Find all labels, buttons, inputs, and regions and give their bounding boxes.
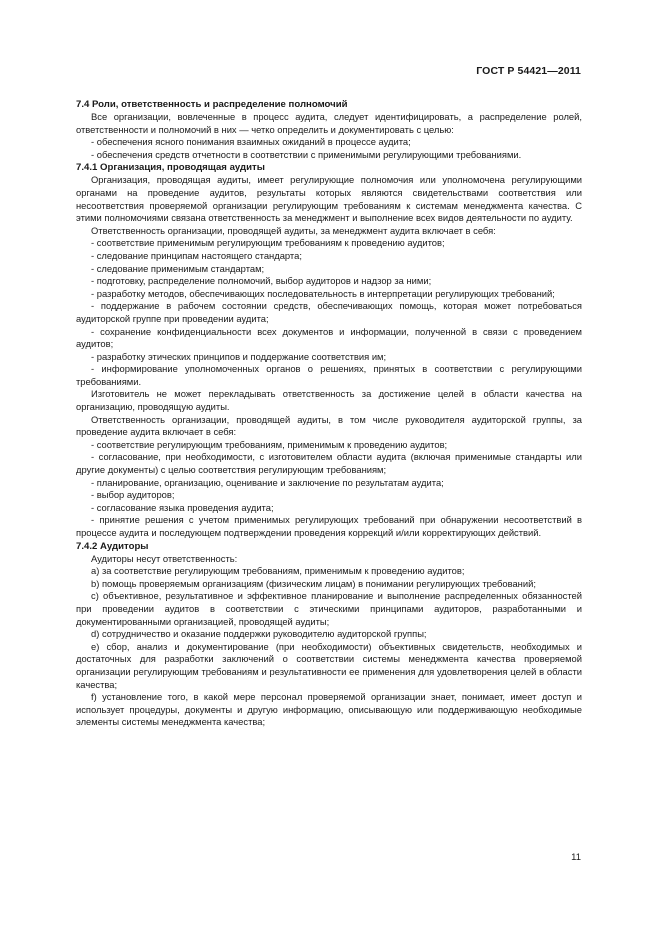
list-item: - информирование уполномоченных органов о решениях, принятых в соответствии с регулирующими требованиями.: [76, 363, 582, 387]
list-item: - соответствие применимым регулирующим требованиям к проведению аудитов;: [91, 237, 445, 249]
list-item: b) помощь проверяемым организациям (физическим лицам) в понимании регулирующих требований;: [91, 577, 536, 589]
list-item: - разработку этических принципов и поддержание соответствия им;: [91, 350, 387, 362]
document-code-header: ГОСТ Р 54421—2011: [476, 65, 581, 77]
list-item: - следование применимым стандартам;: [91, 262, 265, 274]
list-item: - сохранение конфиденциальности всех документов и информации, полученной в связи с проведением аудитов;: [76, 325, 582, 350]
list-item: - согласование языка проведения аудита;: [91, 501, 274, 513]
section-heading: 7.4 Роли, ответственность и распределение полномочий: [76, 99, 348, 110]
list-item: - подготовку, распределение полномочий, выбор аудиторов и надзор за ними;: [91, 275, 432, 287]
list-item: c) объективное, результативное и эффективное планирование и выполнение распределенных обязанностей при проведении аудитов в соответствии с этическими принципами аудиторов, разработанными и документированными организацией, проводящей аудиты;: [76, 590, 582, 627]
list-item: - следование принципам настоящего стандарта;: [91, 249, 302, 261]
list-item: - согласование, при необходимости, с изготовителем области аудита (включая применимые стандарты или другие документы) с целью соответствия регулирующим требованиям;: [76, 451, 582, 476]
list-item: - разработку методов, обеспечивающих последовательность в интерпретации регулирующих требований;: [91, 287, 555, 299]
list-item: a) за соответствие регулирующим требованиям, применимым к проведению аудитов;: [91, 565, 465, 577]
list-item: - выбор аудиторов;: [91, 489, 175, 501]
list-item: d) сотрудничество и оказание поддержки руководителю аудиторской группы;: [91, 628, 427, 640]
list-item: - обеспечения ясного понимания взаимных ожиданий в процессе аудита;: [91, 136, 411, 148]
list-item: - принятие решения с учетом применимых регулирующих требований при обнаружении несоответствий в процессе аудита и последующем подтверждении проведения коррекций и/или корректирующих действий.: [76, 514, 582, 538]
paragraph: Аудиторы несут ответственность:: [91, 552, 238, 564]
list-item: e) сбор, анализ и документирование (при необходимости) объективных свидетельств, необходимых и достаточных для разработки заключений о соответствии системы менеджмента качества проверяемой организации регулирующим требованиям и результативности ее применения для удовлетворения целей в области качества;: [76, 640, 582, 690]
list-item: - соответствие регулирующим требованиям, применимым к проведению аудитов;: [91, 438, 448, 450]
page-number: 11: [571, 852, 581, 863]
paragraph: Все организации, вовлеченные в процесс аудита, следует идентифицировать, а распределение ролей, ответственности и полномочий в них — четко определить и документировать с целью:: [76, 111, 582, 135]
document-body: [76, 98, 582, 729]
list-item: f) установление того, в какой мере персонал проверяемой организации знает, понимает, имеет доступ и использует процедуры, документы и другую информацию, описывающую или поддерживающую необходимые элементы системы менеджмента качества;: [76, 691, 582, 728]
paragraph: Организация, проводящая аудиты, имеет регулирующие полномочия или уполномочена регулирующими органами на проведение аудитов, результаты которых являются свидетельствами соответствия или несоответствия проверяемой организации регулирующим требованиям к системам менеджмента качества. С этими полномочиями связана ответственность за менеджмент и выполнение всех видов деятельности по аудиту.: [76, 174, 582, 224]
section-heading: 7.4.2 Аудиторы: [76, 540, 149, 552]
list-item: - планирование, организацию, оценивание и заключение по результатам аудита;: [91, 476, 444, 488]
list-item: - поддержание в рабочем состоянии средств, обеспечивающих помощь, которая может потребоваться аудиторской группе при проведении аудита;: [76, 300, 582, 324]
section-heading: 7.4.1 Организация, проводящая аудиты: [76, 162, 265, 174]
list-item: - обеспечения средств отчетности в соответствии с применимыми регулирующими требованиями.: [91, 148, 522, 160]
paragraph: Изготовитель не может перекладывать ответственность за достижение целей в области качества на организацию, проводящую аудиты.: [76, 388, 582, 413]
paragraph: Ответственность организации, проводящей аудиты, в том числе руководителя аудиторской группы, за проведение аудита включает в себя:: [76, 413, 582, 438]
paragraph: Ответственность организации, проводящей аудиты, за менеджмент аудита включает в себя:: [91, 224, 496, 236]
